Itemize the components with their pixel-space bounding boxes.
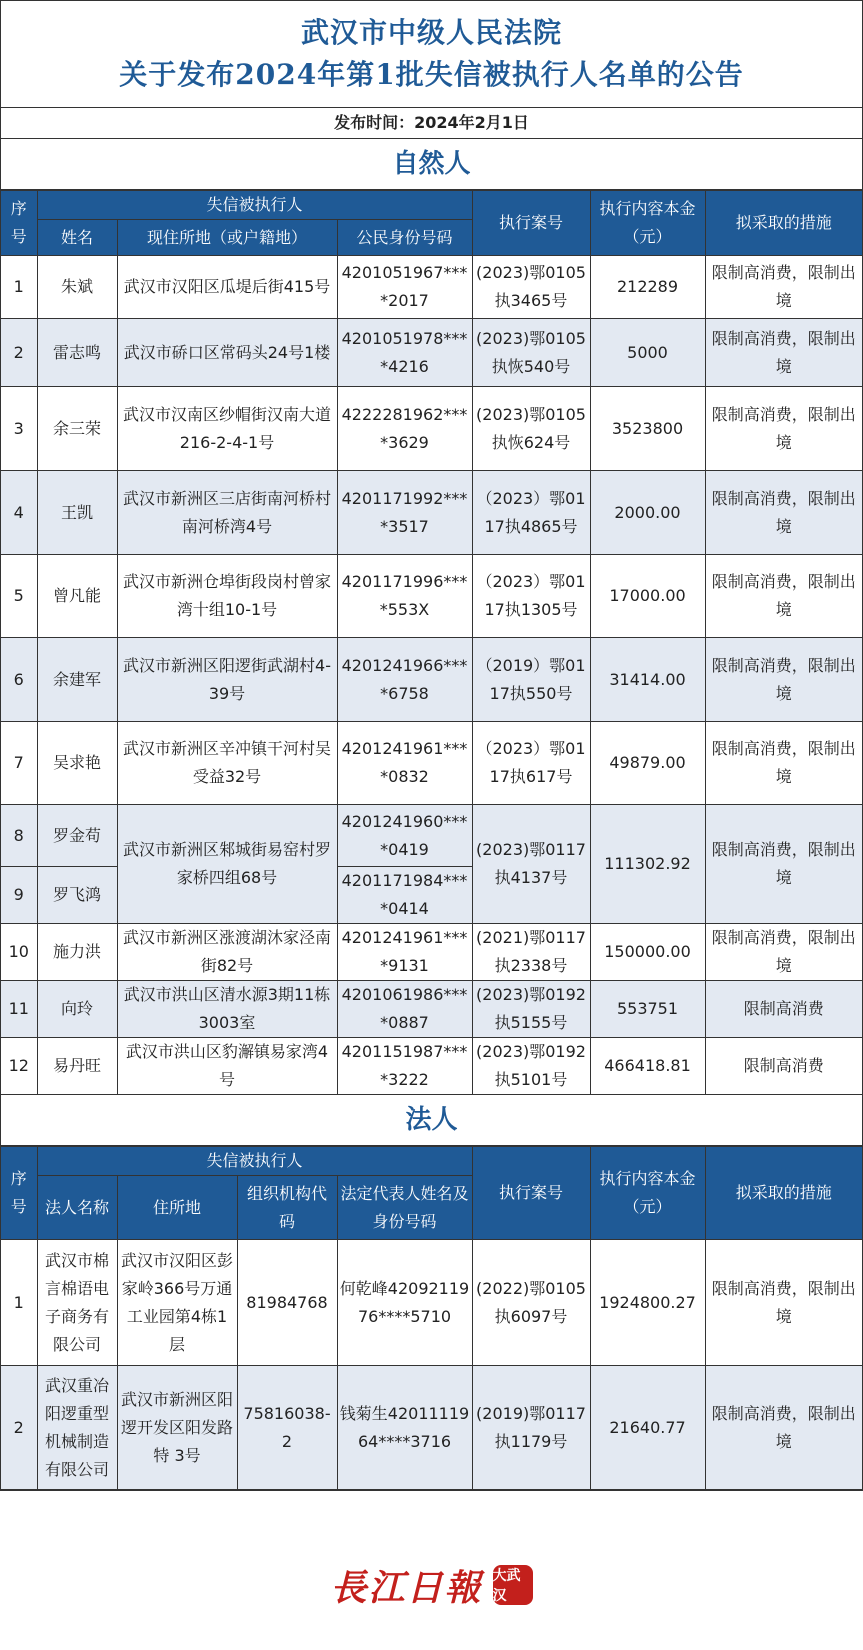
cell-name: 罗飞鸿 bbox=[37, 867, 117, 924]
cell-case: (2023)鄂0192执5101号 bbox=[472, 1038, 590, 1095]
cell-case: （2019）鄂0117执550号 bbox=[472, 638, 590, 722]
table-row bbox=[1, 981, 862, 1038]
col-measure: 拟采取的措施 bbox=[705, 1147, 862, 1240]
cell-seq: 2 bbox=[1, 319, 37, 387]
cell-amount: 31414.00 bbox=[590, 638, 705, 722]
cell-measure: 限制高消费，限制出境 bbox=[705, 722, 862, 805]
cell-name: 余建军 bbox=[37, 638, 117, 722]
table-row bbox=[1, 1240, 862, 1366]
cell-amount: 212289 bbox=[590, 256, 705, 319]
cell-measure: 限制高消费，限制出境 bbox=[705, 638, 862, 722]
cell-name: 曾凡能 bbox=[37, 555, 117, 638]
cell-address: 武汉市新洲区邾城街易窑村罗家桥四组68号 bbox=[117, 805, 337, 924]
cell-amount: 17000.00 bbox=[590, 555, 705, 638]
cell-seq: 12 bbox=[1, 1038, 37, 1095]
cell-amount: 150000.00 bbox=[590, 924, 705, 981]
cell-name: 罗金苟 bbox=[37, 805, 117, 867]
cell-representative: 钱菊生4201111964****3716 bbox=[337, 1366, 472, 1490]
table-row bbox=[1, 471, 862, 555]
table-row bbox=[1, 555, 862, 638]
cell-case: （2023）鄂0117执4865号 bbox=[472, 471, 590, 555]
cell-measure: 限制高消费，限制出境 bbox=[705, 924, 862, 981]
cell-address: 武汉市硚口区常码头24号1楼 bbox=[117, 319, 337, 387]
cell-seq: 10 bbox=[1, 924, 37, 981]
col-seq: 序号 bbox=[1, 1147, 37, 1240]
cell-org-code: 81984768 bbox=[237, 1240, 337, 1366]
cell-amount: 21640.77 bbox=[590, 1366, 705, 1490]
cell-case: (2021)鄂0117执2338号 bbox=[472, 924, 590, 981]
cell-id: 4201171992****3517 bbox=[337, 471, 472, 555]
cell-id: 4201171996****553X bbox=[337, 555, 472, 638]
cell-seq: 4 bbox=[1, 471, 37, 555]
col-group: 失信被执行人 bbox=[37, 1147, 472, 1176]
cell-representative: 何乾峰4209211976****5710 bbox=[337, 1240, 472, 1366]
cell-address: 武汉市汉南区纱帽街汉南大道216-2-4-1号 bbox=[117, 387, 337, 471]
cell-address: 武汉市洪山区清水源3期11栋3003室 bbox=[117, 981, 337, 1038]
cell-id: 4201061986****0887 bbox=[337, 981, 472, 1038]
cell-legal-address: 武汉市汉阳区彭家岭366号万通工业园第4栋1层 bbox=[117, 1240, 237, 1366]
cell-seq: 1 bbox=[1, 256, 37, 319]
cell-case: （2023）鄂0117执1305号 bbox=[472, 555, 590, 638]
cell-seq: 8 bbox=[1, 805, 37, 867]
col-amount: 执行内容本金（元） bbox=[590, 1147, 705, 1240]
cell-seq: 7 bbox=[1, 722, 37, 805]
col-id: 公民身份号码 bbox=[337, 220, 472, 256]
cell-case: （2023）鄂0117执617号 bbox=[472, 722, 590, 805]
cell-amount: 3523800 bbox=[590, 387, 705, 471]
cell-id: 4222281962****3629 bbox=[337, 387, 472, 471]
cell-amount: 49879.00 bbox=[590, 722, 705, 805]
newspaper-logo: 長江日報 bbox=[330, 1566, 483, 1609]
col-measure: 拟采取的措施 bbox=[705, 191, 862, 256]
cell-name: 向玲 bbox=[37, 981, 117, 1038]
col-name: 姓名 bbox=[37, 220, 117, 256]
cell-measure: 限制高消费，限制出境 bbox=[705, 1240, 862, 1366]
cell-legal-name: 武汉重冶阳逻重型机械制造有限公司 bbox=[37, 1366, 117, 1490]
cell-measure: 限制高消费，限制出境 bbox=[705, 555, 862, 638]
cell-seq: 11 bbox=[1, 981, 37, 1038]
col-case: 执行案号 bbox=[472, 191, 590, 256]
cell-case: (2019)鄂0117执1179号 bbox=[472, 1366, 590, 1490]
cell-seq: 5 bbox=[1, 555, 37, 638]
cell-legal-name: 武汉市棉言棉语电子商务有限公司 bbox=[37, 1240, 117, 1366]
cell-legal-address: 武汉市新洲区阳逻开发区阳发路特 3号 bbox=[117, 1366, 237, 1490]
cell-address: 武汉市汉阳区瓜堤后街415号 bbox=[117, 256, 337, 319]
cell-measure: 限制高消费，限制出境 bbox=[705, 1366, 862, 1490]
cell-seq: 6 bbox=[1, 638, 37, 722]
cell-measure: 限制高消费，限制出境 bbox=[705, 319, 862, 387]
footer-logo bbox=[0, 1555, 863, 1615]
cell-id: 4201051967****2017 bbox=[337, 256, 472, 319]
table-row bbox=[1, 638, 862, 722]
cell-measure: 限制高消费 bbox=[705, 1038, 862, 1095]
cell-measure: 限制高消费，限制出境 bbox=[705, 471, 862, 555]
table-row bbox=[1, 387, 862, 471]
cell-amount: 553751 bbox=[590, 981, 705, 1038]
cell-seq: 9 bbox=[1, 867, 37, 924]
col-group: 失信被执行人 bbox=[37, 191, 472, 220]
col-address: 现住所地（或户籍地） bbox=[117, 220, 337, 256]
table-row bbox=[1, 805, 862, 867]
cell-name: 王凯 bbox=[37, 471, 117, 555]
cell-amount: 466418.81 bbox=[590, 1038, 705, 1095]
cell-amount: 5000 bbox=[590, 319, 705, 387]
cell-amount: 111302.92 bbox=[590, 805, 705, 924]
cell-id: 4201051978****4216 bbox=[337, 319, 472, 387]
col-seq: 序号 bbox=[1, 191, 37, 256]
cell-id: 4201151987****3222 bbox=[337, 1038, 472, 1095]
title-line-1: 武汉市中级人民法院 bbox=[300, 16, 562, 49]
cell-address: 武汉市洪山区豹澥镇易家湾4号 bbox=[117, 1038, 337, 1095]
cell-amount: 1924800.27 bbox=[590, 1240, 705, 1366]
title-block bbox=[1, 1, 862, 108]
cell-case: (2022)鄂0105执6097号 bbox=[472, 1240, 590, 1366]
col-org-code: 组织机构代码 bbox=[237, 1176, 337, 1240]
cell-seq: 1 bbox=[1, 1240, 37, 1366]
cell-address: 武汉市新洲区阳逻街武湖村4-39号 bbox=[117, 638, 337, 722]
cell-amount: 2000.00 bbox=[590, 471, 705, 555]
cell-id: 4201241961****0832 bbox=[337, 722, 472, 805]
cell-seq: 3 bbox=[1, 387, 37, 471]
table-row bbox=[1, 722, 862, 805]
table-row bbox=[1, 319, 862, 387]
section-title-legal: 法人 bbox=[1, 1095, 862, 1146]
cell-case: (2023)鄂0105执恢624号 bbox=[472, 387, 590, 471]
cell-case: (2023)鄂0105执恢540号 bbox=[472, 319, 590, 387]
table-row bbox=[1, 1366, 862, 1490]
col-representative: 法定代表人姓名及身份号码 bbox=[337, 1176, 472, 1240]
cell-name: 余三荣 bbox=[37, 387, 117, 471]
col-case: 执行案号 bbox=[472, 1147, 590, 1240]
app-badge-icon: 大武汉 bbox=[493, 1565, 533, 1605]
table-row bbox=[1, 924, 862, 981]
cell-case: (2023)鄂0192执5155号 bbox=[472, 981, 590, 1038]
cell-seq: 2 bbox=[1, 1366, 37, 1490]
publish-date: 发布时间：2024年2月1日 bbox=[1, 108, 862, 139]
cell-measure: 限制高消费，限制出境 bbox=[705, 256, 862, 319]
cell-id: 4201241960****0419 bbox=[337, 805, 472, 867]
cell-id: 4201171984****0414 bbox=[337, 867, 472, 924]
cell-org-code: 75816038-2 bbox=[237, 1366, 337, 1490]
cell-address: 武汉市新洲区辛冲镇干河村吴受益32号 bbox=[117, 722, 337, 805]
cell-case: (2023)鄂0105执3465号 bbox=[472, 256, 590, 319]
cell-name: 易丹旺 bbox=[37, 1038, 117, 1095]
title-line-2: 关于发布2024年第1批失信被执行人名单的公告 bbox=[119, 58, 744, 91]
legal-person-table bbox=[1, 1146, 862, 1490]
col-amount: 执行内容本金（元） bbox=[590, 191, 705, 256]
cell-measure: 限制高消费 bbox=[705, 981, 862, 1038]
section-title-natural: 自然人 bbox=[1, 139, 862, 190]
cell-address: 武汉市新洲区三店街南河桥村南河桥湾4号 bbox=[117, 471, 337, 555]
cell-measure: 限制高消费，限制出境 bbox=[705, 387, 862, 471]
cell-case: (2023)鄂0117执4137号 bbox=[472, 805, 590, 924]
table-row bbox=[1, 256, 862, 319]
cell-measure: 限制高消费，限制出境 bbox=[705, 805, 862, 924]
col-legal-name: 法人名称 bbox=[37, 1176, 117, 1240]
cell-address: 武汉市新洲区涨渡湖沐家泾南街82号 bbox=[117, 924, 337, 981]
cell-address: 武汉市新洲仓埠街段岗村曾家湾十组10-1号 bbox=[117, 555, 337, 638]
cell-name: 朱斌 bbox=[37, 256, 117, 319]
cell-id: 4201241961****9131 bbox=[337, 924, 472, 981]
table-row bbox=[1, 1038, 862, 1095]
cell-name: 雷志鸣 bbox=[37, 319, 117, 387]
cell-name: 吴求艳 bbox=[37, 722, 117, 805]
col-legal-address: 住所地 bbox=[117, 1176, 237, 1240]
cell-id: 4201241966****6758 bbox=[337, 638, 472, 722]
natural-person-table bbox=[1, 190, 862, 1095]
cell-name: 施力洪 bbox=[37, 924, 117, 981]
